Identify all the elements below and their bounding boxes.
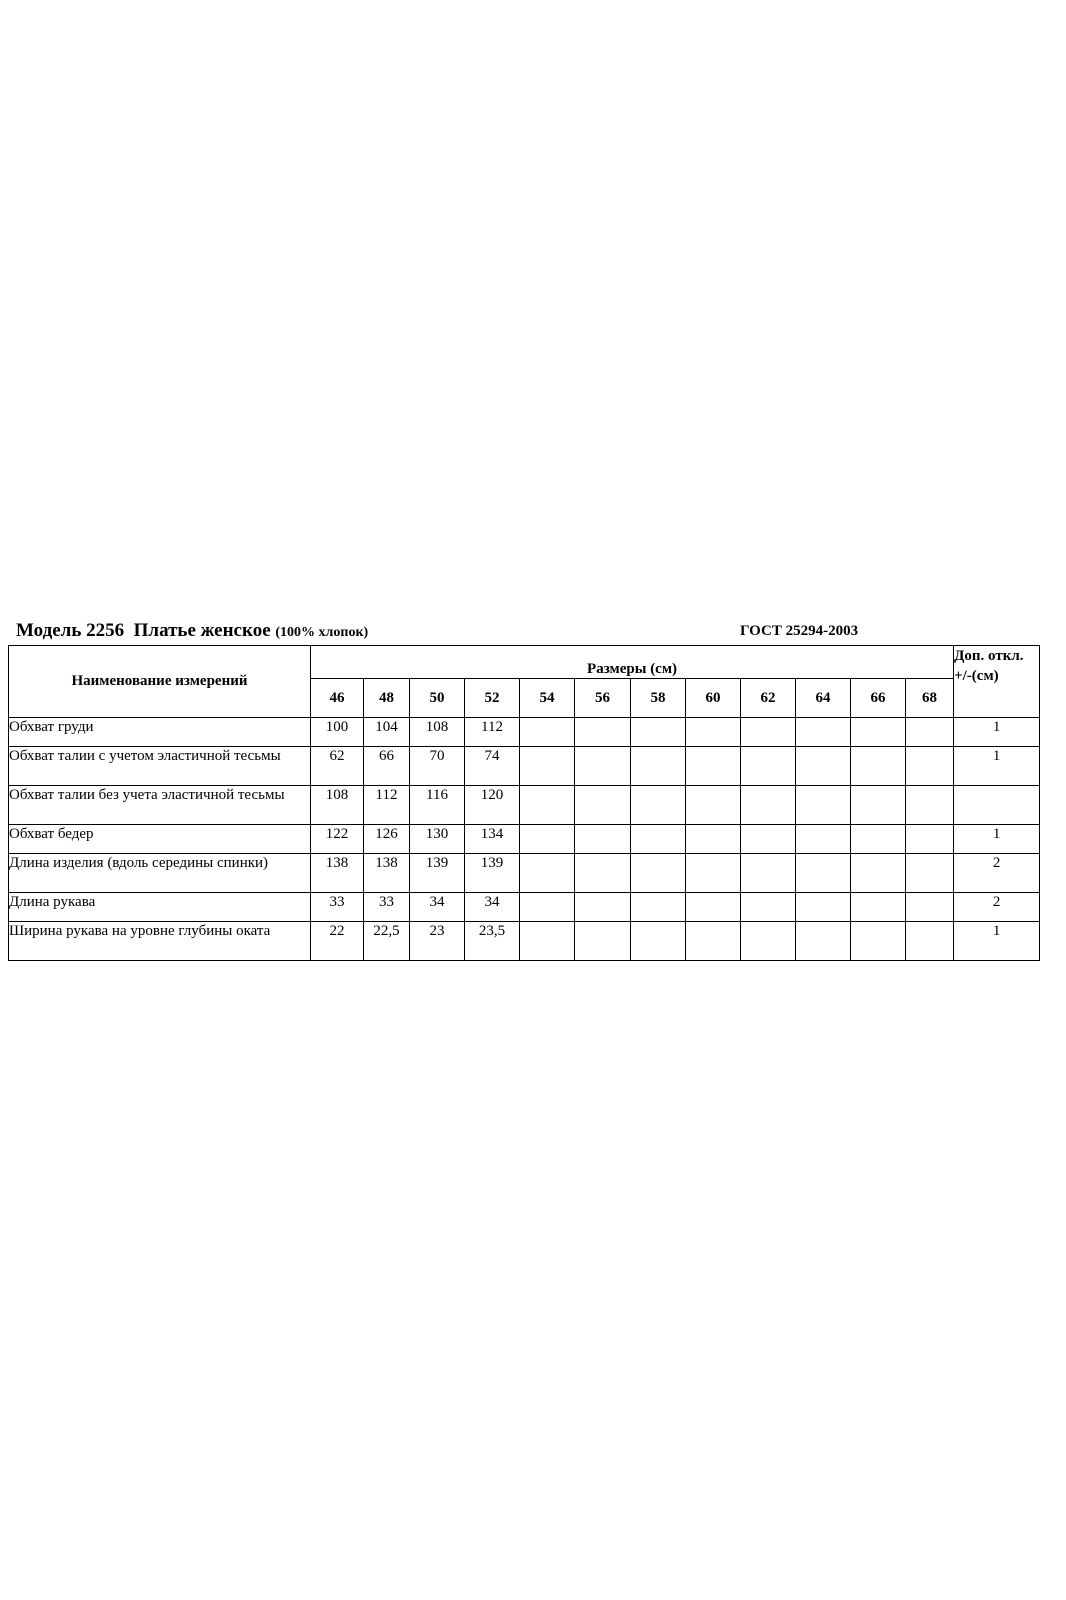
- value-cell: [631, 786, 686, 825]
- value-cell: 112: [364, 786, 410, 825]
- value-cell: 22,5: [364, 922, 410, 961]
- value-cell: [851, 718, 906, 747]
- value-cell: 33: [311, 893, 364, 922]
- value-cell: 108: [410, 718, 465, 747]
- product-name: Платье женское: [133, 620, 271, 641]
- value-cell: [851, 893, 906, 922]
- model-number: Модель 2256: [16, 620, 125, 641]
- document-title: [16, 620, 1056, 642]
- value-cell: [741, 854, 796, 893]
- size-68: 68: [906, 679, 954, 718]
- value-cell: 138: [364, 854, 410, 893]
- value-cell: [906, 786, 954, 825]
- value-cell: 116: [410, 786, 465, 825]
- value-cell: [631, 825, 686, 854]
- value-cell: [631, 747, 686, 786]
- size-table: [8, 645, 1040, 961]
- value-cell: 34: [465, 893, 520, 922]
- value-cell: [520, 825, 575, 854]
- table-row: [9, 747, 1040, 786]
- value-cell: [741, 825, 796, 854]
- measurement-name: Обхват бедер: [9, 825, 311, 854]
- size-56: 56: [575, 679, 631, 718]
- value-cell: [686, 786, 741, 825]
- value-cell: [796, 922, 851, 961]
- gost-standard: ГОСТ 25294-2003: [740, 623, 859, 639]
- value-cell: 74: [465, 747, 520, 786]
- value-cell: [906, 718, 954, 747]
- value-cell: [796, 747, 851, 786]
- size-64: 64: [796, 679, 851, 718]
- table-row: [9, 786, 1040, 825]
- value-cell: [906, 747, 954, 786]
- value-cell: [796, 825, 851, 854]
- value-cell: [631, 718, 686, 747]
- tolerance-cell: 1: [954, 922, 1040, 961]
- value-cell: 112: [465, 718, 520, 747]
- value-cell: 22: [311, 922, 364, 961]
- value-cell: [686, 747, 741, 786]
- value-cell: [796, 854, 851, 893]
- value-cell: [575, 718, 631, 747]
- value-cell: [686, 893, 741, 922]
- value-cell: [631, 893, 686, 922]
- tolerance-header: Доп. откл. +/-(см): [954, 646, 1040, 718]
- measurement-name: Ширина рукава на уровне глубины оката: [9, 922, 311, 961]
- value-cell: [796, 718, 851, 747]
- value-cell: 62: [311, 747, 364, 786]
- value-cell: [575, 893, 631, 922]
- measurement-name: Обхват талии без учета эластичной тесьмы: [9, 786, 311, 825]
- value-cell: 34: [410, 893, 465, 922]
- size-60: 60: [686, 679, 741, 718]
- value-cell: 134: [465, 825, 520, 854]
- table-row: [9, 893, 1040, 922]
- value-cell: [686, 854, 741, 893]
- value-cell: 33: [364, 893, 410, 922]
- value-cell: [520, 854, 575, 893]
- value-cell: [520, 922, 575, 961]
- value-cell: [686, 825, 741, 854]
- tolerance-cell: 2: [954, 854, 1040, 893]
- value-cell: [851, 786, 906, 825]
- value-cell: [796, 786, 851, 825]
- size-62: 62: [741, 679, 796, 718]
- size-58: 58: [631, 679, 686, 718]
- measurement-name: Обхват груди: [9, 718, 311, 747]
- value-cell: [741, 893, 796, 922]
- size-52: 52: [465, 679, 520, 718]
- size-66: 66: [851, 679, 906, 718]
- value-cell: [631, 922, 686, 961]
- value-cell: [631, 854, 686, 893]
- value-cell: 23,5: [465, 922, 520, 961]
- value-cell: 139: [465, 854, 520, 893]
- value-cell: [741, 786, 796, 825]
- tolerance-cell: 1: [954, 747, 1040, 786]
- value-cell: 130: [410, 825, 465, 854]
- value-cell: 139: [410, 854, 465, 893]
- value-cell: [906, 825, 954, 854]
- tolerance-cell: 1: [954, 825, 1040, 854]
- value-cell: [575, 747, 631, 786]
- tolerance-cell: [954, 786, 1040, 825]
- value-cell: [520, 747, 575, 786]
- value-cell: [906, 854, 954, 893]
- value-cell: [851, 747, 906, 786]
- value-cell: [686, 718, 741, 747]
- value-cell: 122: [311, 825, 364, 854]
- value-cell: [906, 893, 954, 922]
- table-row: [9, 854, 1040, 893]
- measurement-name: Обхват талии с учетом эластичной тесьмы: [9, 747, 311, 786]
- value-cell: [575, 922, 631, 961]
- sizes-header: Размеры (см): [311, 646, 954, 679]
- tolerance-cell: 2: [954, 893, 1040, 922]
- value-cell: 126: [364, 825, 410, 854]
- value-cell: 138: [311, 854, 364, 893]
- size-50: 50: [410, 679, 465, 718]
- table-row: [9, 825, 1040, 854]
- table-row: [9, 922, 1040, 961]
- value-cell: [575, 854, 631, 893]
- value-cell: [851, 922, 906, 961]
- table-row: [9, 718, 1040, 747]
- measurement-name: Длина рукава: [9, 893, 311, 922]
- material: (100% хлопок): [275, 625, 369, 640]
- value-cell: [741, 718, 796, 747]
- value-cell: [741, 922, 796, 961]
- value-cell: [520, 893, 575, 922]
- value-cell: [520, 718, 575, 747]
- measurement-name: Длина изделия (вдоль середины спинки): [9, 854, 311, 893]
- value-cell: [851, 825, 906, 854]
- value-cell: [686, 922, 741, 961]
- size-54: 54: [520, 679, 575, 718]
- value-cell: 23: [410, 922, 465, 961]
- value-cell: [575, 825, 631, 854]
- measurement-name-header: Наименование измерений: [9, 646, 311, 718]
- value-cell: 70: [410, 747, 465, 786]
- size-48: 48: [364, 679, 410, 718]
- value-cell: 66: [364, 747, 410, 786]
- value-cell: [796, 893, 851, 922]
- value-cell: 100: [311, 718, 364, 747]
- value-cell: [906, 922, 954, 961]
- value-cell: 120: [465, 786, 520, 825]
- value-cell: [741, 747, 796, 786]
- size-46: 46: [311, 679, 364, 718]
- tolerance-cell: 1: [954, 718, 1040, 747]
- value-cell: [575, 786, 631, 825]
- value-cell: 104: [364, 718, 410, 747]
- value-cell: 108: [311, 786, 364, 825]
- title-left: [16, 620, 368, 642]
- value-cell: [520, 786, 575, 825]
- value-cell: [851, 854, 906, 893]
